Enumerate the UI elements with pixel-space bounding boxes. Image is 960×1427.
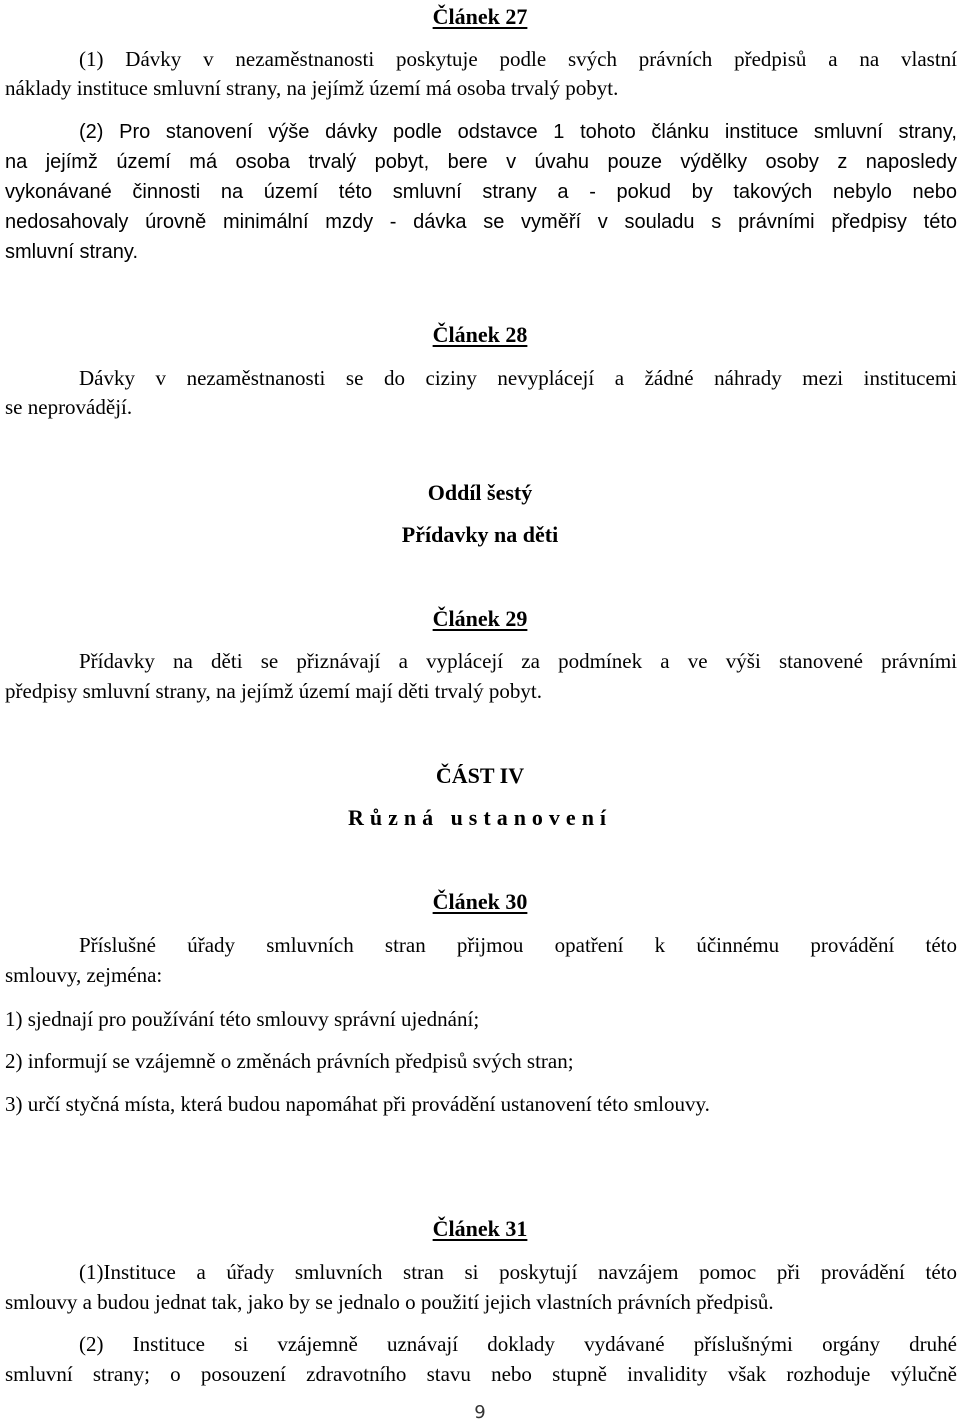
article-31-par1-line1: (1)Instituce a úřady smluvních stran si poskytují navzájem pomoc při provádění této: [79, 1260, 957, 1284]
article-27-heading: Článek 27: [432, 4, 528, 29]
article-27-par2-line5: smluvní strany.: [5, 241, 138, 263]
section-heading: Oddíl šestý: [427, 480, 533, 505]
part-subtitle: Různá ustanovení: [347, 805, 613, 830]
section-subtitle: Přídavky na děti: [401, 522, 559, 547]
article-28-heading: Článek 28: [432, 322, 528, 347]
article-30-item-3: 3) určí styčná místa, která budou napomáhat při provádění ustanovení této smlouvy.: [5, 1092, 710, 1116]
article-29-line1: Přídavky na děti se přiznávají a vyplácejí za podmínek a ve výši stanovené právními: [79, 649, 957, 673]
article-31-par2-line2: smluvní strany; o posouzení zdravotního stavu nebo stupně invalidity však rozhoduje výlučně: [5, 1362, 957, 1386]
part-heading: ČÁST IV: [435, 763, 525, 788]
page-number: 9: [474, 1402, 486, 1423]
article-31-par2-line1: (2) Instituce si vzájemně uznávají doklady vydávané příslušnými orgány druhé: [79, 1332, 957, 1356]
article-27-par2-line2: na jejímž území má osoba trvalý pobyt, bere v úvahu pouze výdělky osoby z naposledy: [5, 151, 957, 173]
article-30-heading: Článek 30: [432, 889, 528, 914]
article-27-par2-line3: vykonávané činnosti na území této smluvní strany a - pokud by takových nebylo nebo: [5, 181, 957, 203]
article-27-par1-line2: náklady instituce smluvní strany, na jejímž území má osoba trvalý pobyt.: [5, 76, 619, 100]
article-29-line2: předpisy smluvní strany, na jejímž území mají děti trvalý pobyt.: [5, 679, 542, 703]
article-30-line2: smlouvy, zejména:: [5, 963, 163, 987]
article-28-line2: se neprovádějí.: [5, 395, 133, 419]
article-30-item-1: 1) sjednají pro používání této smlouvy správní ujednání;: [5, 1007, 480, 1031]
article-29-heading: Článek 29: [432, 606, 528, 631]
article-30-line1: Příslušné úřady smluvních stran přijmou opatření k účinnému provádění této: [79, 933, 957, 957]
article-31-heading: Článek 31: [432, 1216, 528, 1241]
article-30-item-2: 2) informují se vzájemně o změnách právních předpisů svých stran;: [5, 1049, 574, 1073]
article-31-par1-line2: smlouvy a budou jednat tak, jako by se jednalo o použití jejich vlastních právních předpisů.: [5, 1290, 774, 1314]
article-27-par2-line4: nedosahovaly úrovně minimální mzdy - dávka se vyměří v souladu s právními předpisy této: [5, 211, 957, 233]
article-27-par1-line1: (1) Dávky v nezaměstnanosti poskytuje podle svých právních předpisů a na vlastní: [79, 47, 957, 71]
article-27-par2-line1: (2) Pro stanovení výše dávky podle odstavce 1 tohoto článku instituce smluvní strany,: [79, 121, 957, 143]
article-28-line1: Dávky v nezaměstnanosti se do ciziny nevyplácejí a žádné náhrady mezi institucemi: [79, 366, 957, 390]
